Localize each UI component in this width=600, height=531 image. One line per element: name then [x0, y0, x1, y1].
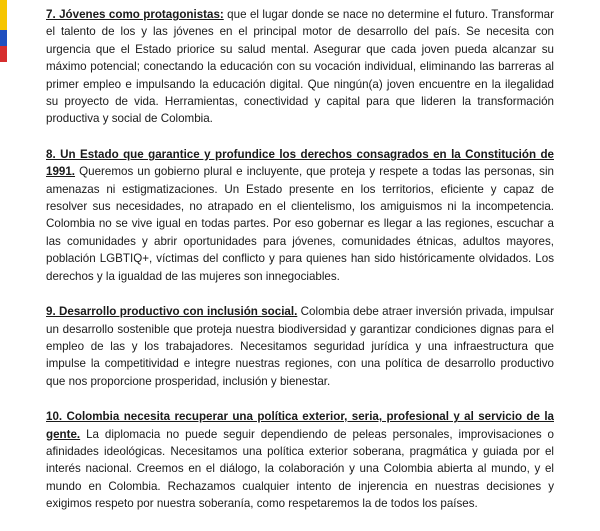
colombia-flag-stripe [0, 0, 7, 62]
section-7 [46, 6, 554, 128]
section-8 [46, 146, 554, 285]
section-text: Colombia debe atraer inversión privada, impulsar un desarrollo sostenible que proteja nuestra biodiversidad y garantizar condiciones dignas para el empleo de las y los trabajadores. Necesitamos seguridad jurídica y una infraestructura que impulse la competitividad e integre nuestras regiones, con una política de desarrollo productivo que nos proporcione prosperidad, inclusión y bienestar. [46, 305, 554, 388]
section-heading: 8. Un Estado que garantice y profundice los derechos consagrados en la Constitución de 1991. [46, 147, 554, 179]
flag-blue-band [0, 30, 7, 46]
section-text: La diplomacia no puede seguir dependiendo de peleas personales, improvisaciones o afinidades ideológicas. Necesitamos una política exterior soberana, pragmática y guiada por el interés nacional. Creemos en el diálogo, la colaboración y una Colombia abierta al mundo, y el mundo en Colombia. Rechazamos cualquier intento de injerencia en nuestras decisiones y exigimos respeto por nuestra soberanía, como respetaremos la de todos los países. [46, 427, 554, 511]
section-10 [46, 408, 554, 512]
document-body [46, 6, 554, 531]
section-text: Queremos un gobierno plural e incluyente, que proteja y respete a todas las personas, sin amenazas ni estigmatizaciones. Un Estado presente en los territorios, eficiente y capaz de resolver sus necesidades, no atrapado en el clientelismo, los amiguismos ni la incompetencia. Colombia no se vive igual en todas partes. Por eso gobernar es llegar a las regiones, escuchar a las comunidades y abrir oportunidades para jóvenes, comunidades étnicas, adultos mayores, población LGBTIQ+, víctimas del conflicto y para quienes han sido históricamente olvidados. Los derechos y la igualdad de las mujeres son innegociables. [46, 165, 554, 283]
section-text: que el lugar donde se nace no determine el futuro. Transformar el talento de los y las jóvenes en el principal motor de desarrollo del país. Se necesita con urgencia que el Estado priorice su salud mental. Asegurar que cada joven pueda alcanzar su máximo potencial; conectando la educación con su vocación individual, eliminando las barreras al primer empleo e impulsando la educación digital. Que ningún(a) joven encuentre en la ilegalidad su proyecto de vida. Herramientas, conectividad y capital para que lideren la transformación productiva y social de Colombia. [46, 8, 554, 126]
section-heading: 7. Jóvenes como protagonistas: [46, 8, 224, 21]
flag-red-band [0, 46, 7, 62]
flag-yellow-band [0, 0, 7, 30]
section-heading: 9. Desarrollo productivo con inclusión social. [46, 305, 298, 319]
section-heading: 10. Colombia necesita recuperar una política exterior, seria, profesional y al servicio de la gente. [46, 410, 554, 441]
section-9 [46, 303, 554, 390]
